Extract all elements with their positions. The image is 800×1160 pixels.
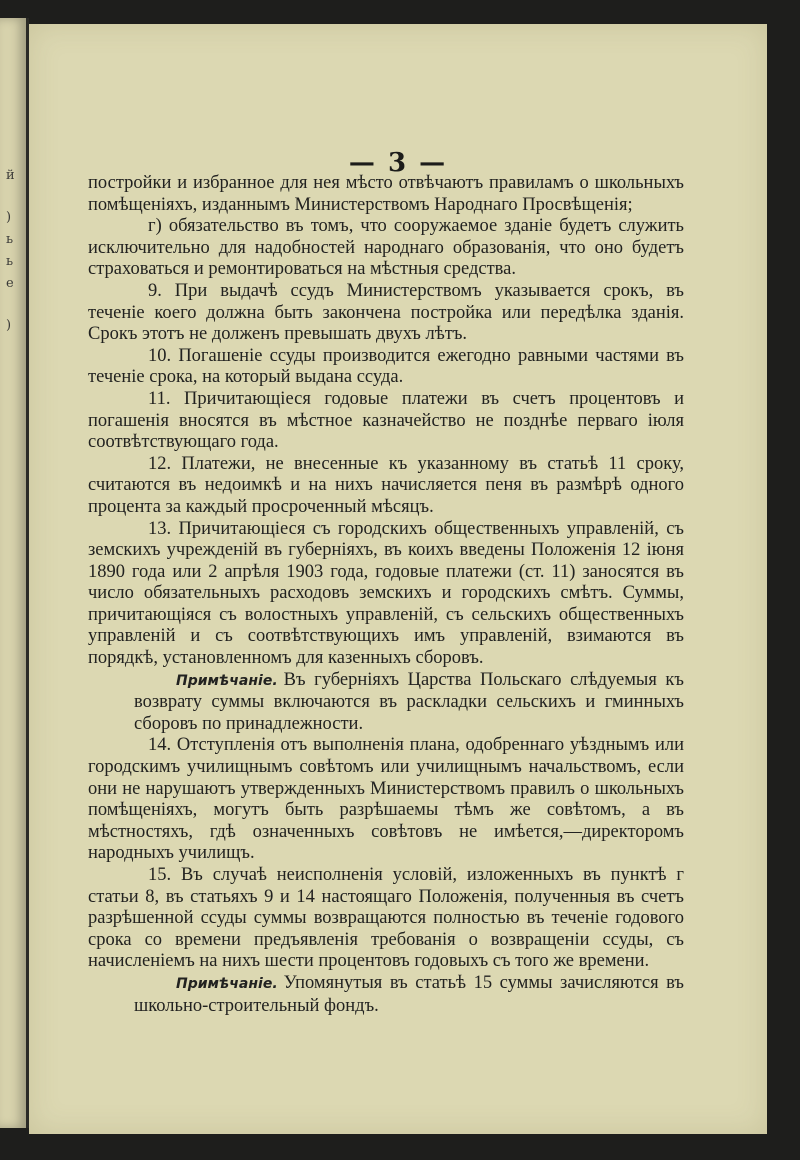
- edge-fragment: ь: [6, 254, 14, 269]
- page-number: — 3 —: [348, 148, 448, 178]
- edge-fragment: ): [6, 318, 12, 333]
- note-paragraph: [134, 973, 684, 1017]
- note-paragraph: [134, 670, 684, 736]
- adjacent-page-edge: [0, 18, 29, 1128]
- edge-fragment: й: [6, 168, 15, 183]
- paragraph: постройки и избранное для нея мѣсто отвѣчаютъ правиламъ о школьныхъ помѣщеніяхъ, изданнымъ Министерствомъ Народнаго Просвѣщенія;: [88, 173, 684, 215]
- paragraph-article-11: 11. Причитающіеся годовые платежи въ счетъ процентовъ и погашенія вносятся въ мѣстное казначейство не позднѣе перваго іюля соотвѣтствующаго года.: [88, 388, 684, 453]
- paragraph: г) обязательство въ томъ, что сооружаемое зданіе будетъ служить исключительно для надобностей народнаго образованія, что оно будетъ страховаться и ремонтироваться на мѣстныя средства.: [88, 216, 684, 280]
- paragraph-article-10: 10. Погашеніе ссуды производится ежегодно равными частями въ теченіе срока, на который выдана ссуда.: [88, 345, 684, 388]
- note-label: Примѣчаніе.: [176, 672, 278, 689]
- note-label: Примѣчаніе.: [176, 975, 278, 992]
- note-text: Въ губерніяхъ Царства Польскаго слѣдуемыя къ возврату суммы включаются въ раскладки сельскихъ и гминныхъ сборовъ по принадлежности.: [134, 669, 684, 734]
- paragraph-article-14: 14. Отступленія отъ выполненія плана, одобреннаго уѣзднымъ или городскимъ училищнымъ совѣтомъ или училищнымъ начальствомъ, если они не нарушаютъ утвержденныхъ Министерствомъ правилъ о школьныхъ помѣщеніяхъ, могутъ быть разрѣшаемы тѣмъ же совѣтомъ, а въ мѣстностяхъ, гдѣ означенныхъ совѣтовъ не имѣется,—директоромъ народныхъ училищъ.: [88, 735, 684, 864]
- paragraph-article-15: 15. Въ случаѣ неисполненія условій, изложенныхъ въ пунктѣ г статьи 8, въ статьяхъ 9 и 14 настоящаго Положенія, полученныя въ счетъ разрѣшенной ссуды суммы возвращаются полностью въ теченіе годового срока со времени предъявленія требованія о возвращеніи ссуды, съ начисленіемъ на нихъ шести процентовъ годовыхъ съ того же времени.: [88, 865, 684, 972]
- paragraph-article-13: 13. Причитающіеся съ городскихъ общественныхъ управленій, съ земскихъ учрежденій въ губерніяхъ, въ коихъ введены Положенія 12 іюня 1890 года или 2 апрѣля 1903 года, годовые платежи (ст. 11) заносятся въ число обязательныхъ расходовъ земскихъ и городскихъ смѣтъ. Суммы, причитающіяся съ волостныхъ управленій, съ сельскихъ общественныхъ управленій и съ соотвѣтствующихъ имъ управленій, взимаются въ порядкѣ, установленномъ для казенныхъ сборовъ.: [88, 518, 684, 669]
- edge-fragment: е: [6, 276, 14, 291]
- edge-fragment: ь: [6, 232, 14, 247]
- paragraph-article-12: 12. Платежи, не внесенные къ указанному въ статьѣ 11 сроку, считаются въ недоимкѣ и на нихъ начисляется пеня въ размѣрѣ одного процента за каждый просроченный мѣсяцъ.: [88, 453, 684, 517]
- note-text: Упомянутыя въ статьѣ 15 суммы зачисляются въ школьно-строительный фондъ.: [134, 972, 684, 1016]
- edge-fragment: ): [6, 210, 12, 225]
- body-text: [88, 173, 684, 1017]
- paragraph-article-9: 9. При выдачѣ ссудъ Министерствомъ указывается срокъ, въ теченіе коего должна быть закончена постройка или передѣлка зданія. Срокъ этотъ не долженъ превышать двухъ лѣтъ.: [88, 280, 684, 345]
